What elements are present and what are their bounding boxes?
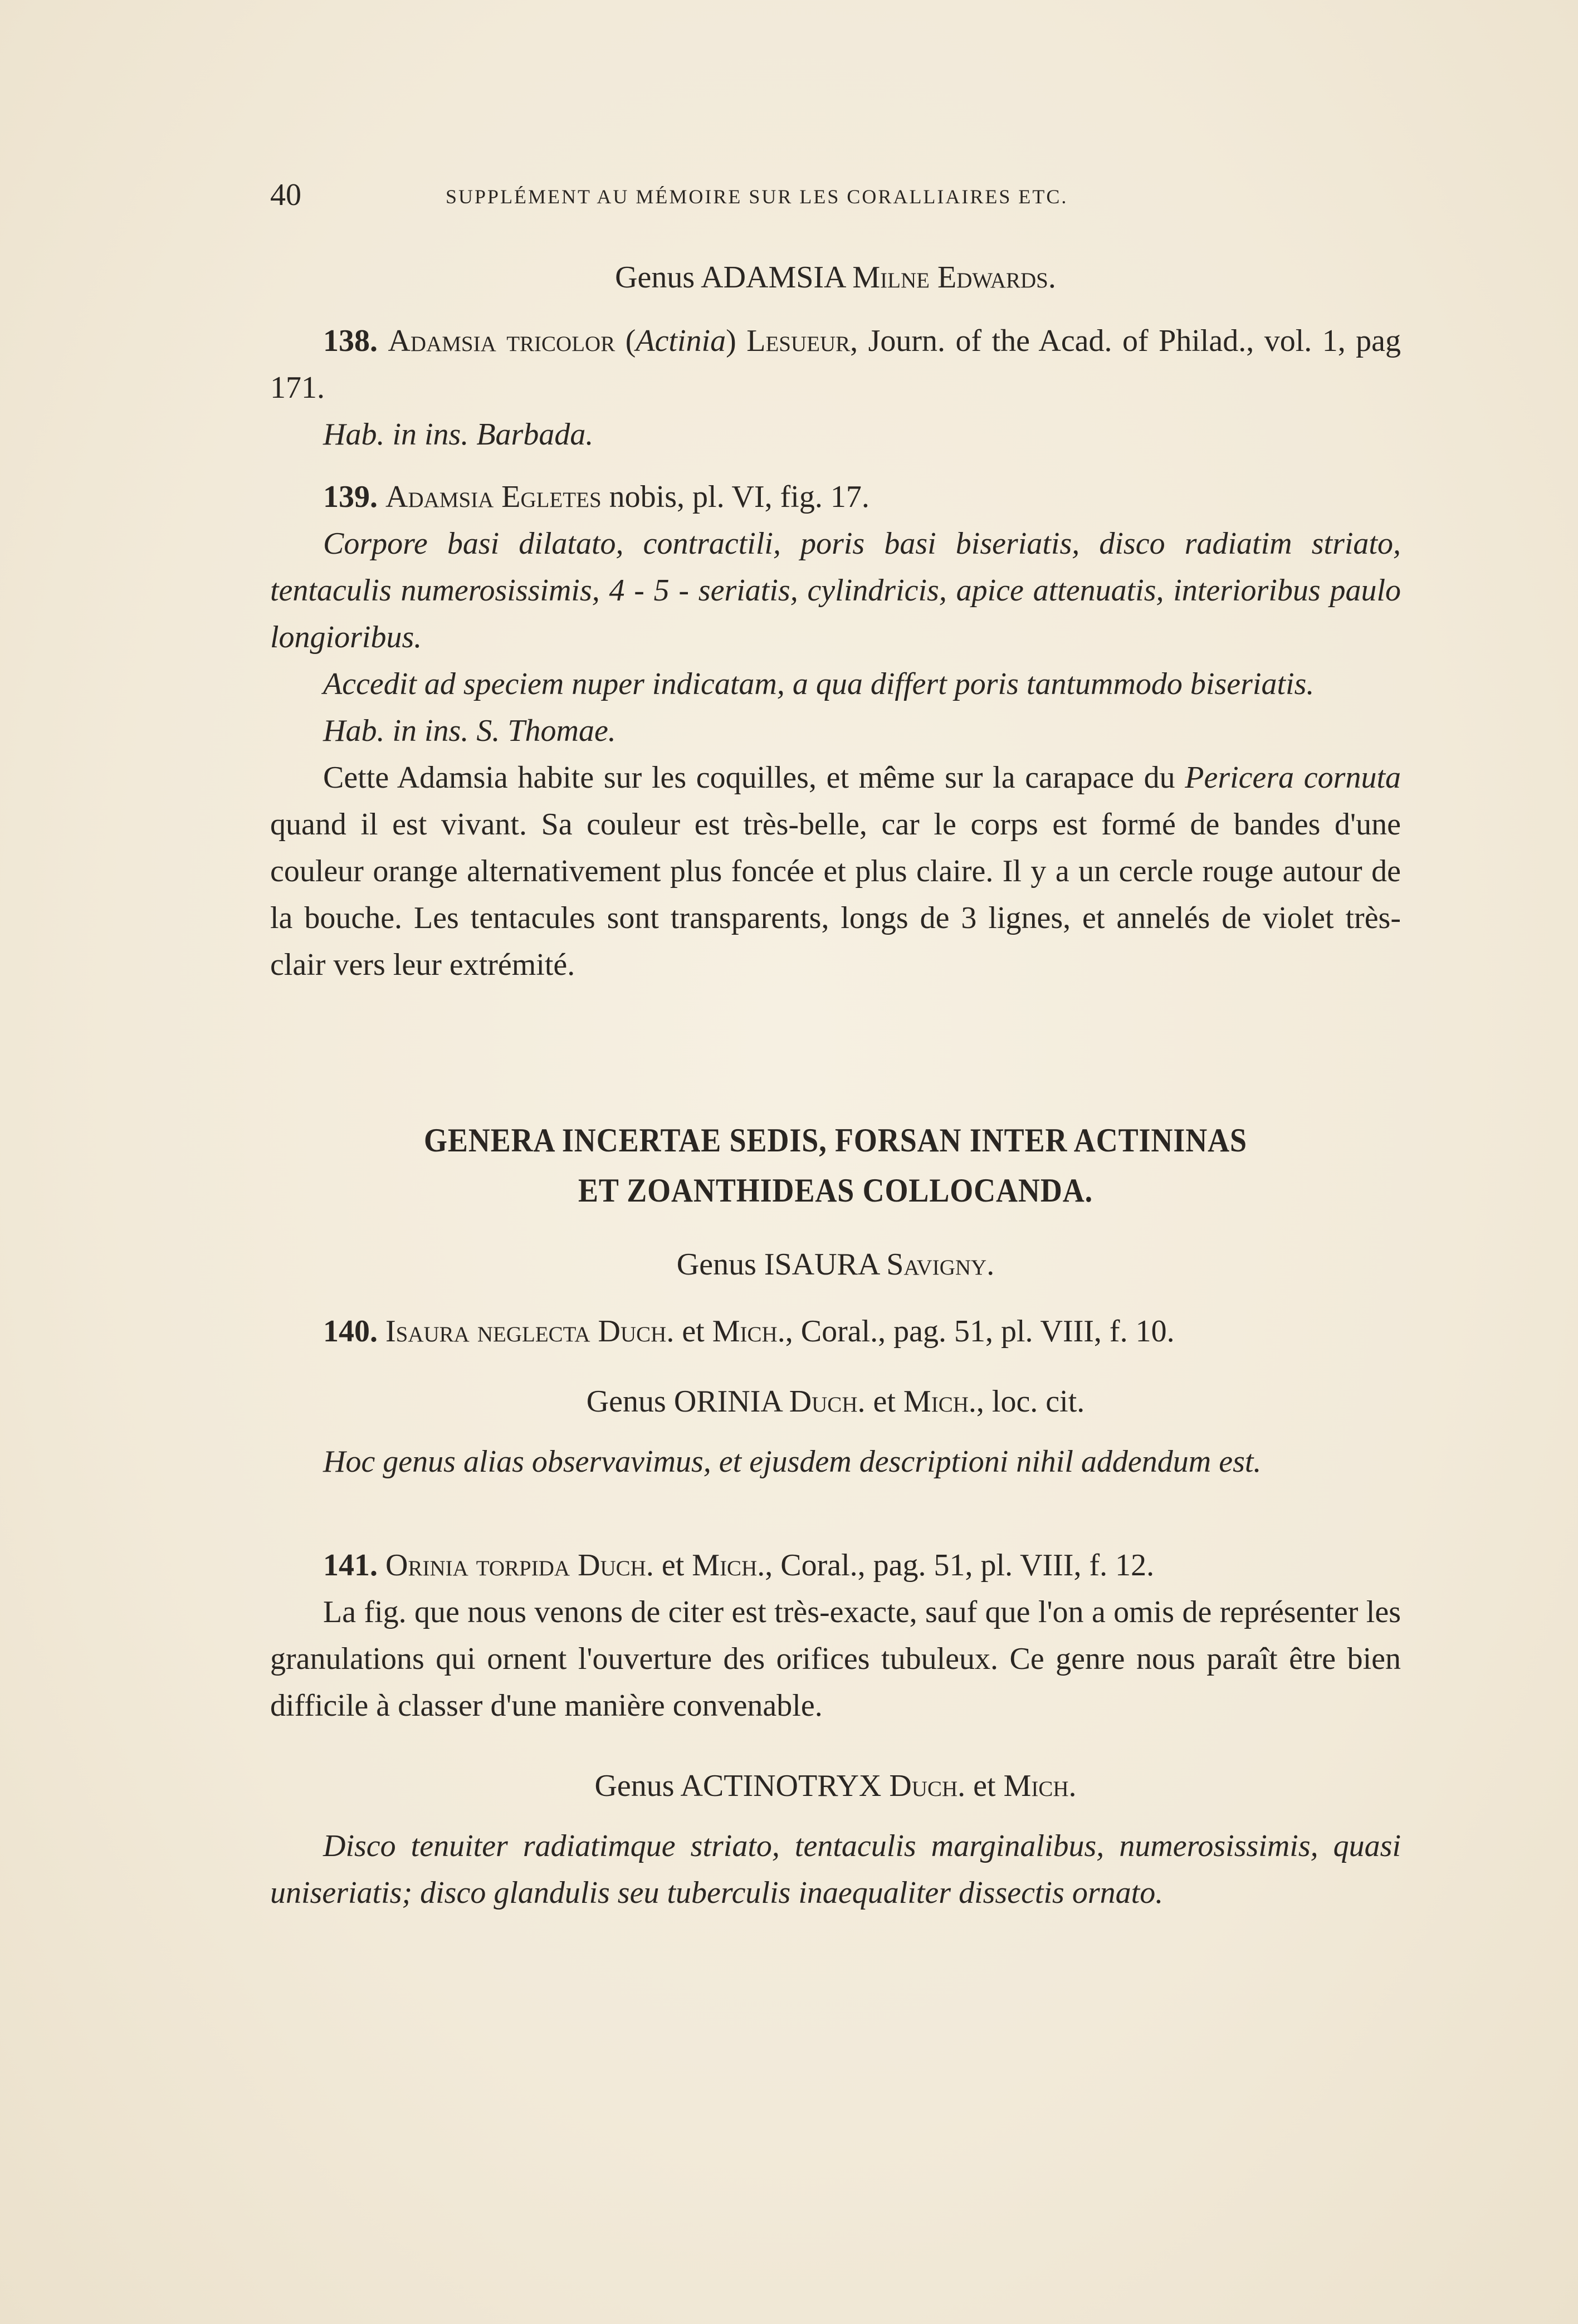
description: Corpore basi dilatato, contractili, poris basi biseriatis, disco radiatim striato, tentaculis numerosissimis, 4 - 5 - seriatis, cylindricis, apice attenuatis, interioribus paulo longioribus. [270, 526, 1401, 655]
entry-138: 138. Adamsia tricolor (Actinia) Lesueur, Journ. of the Acad. of Philad., vol. 1, pag 171. Hab. in ins. Barbada. [270, 318, 1401, 458]
section-heading: GENERA INCERTAE SEDIS, FORSAN INTER ACTININAS ET ZOANTHIDEAS COLLOCANDA. [424, 1122, 1247, 1209]
genus-heading-orinia: Genus ORINIA Duch. et Mich., loc. cit. [586, 1384, 1085, 1419]
synonym: Actinia [636, 324, 726, 358]
running-header [270, 177, 1401, 216]
genus-heading-adamsia: Genus ADAMSIA Milne Edwards. [615, 260, 1056, 295]
entry-139 [270, 473, 1401, 988]
species-name: Adamsia tricolor [388, 324, 615, 358]
note: Cette Adamsia habite sur les coquilles, et même sur la carapace du Pericera cornuta quand il est vivant. Sa couleur est très-belle, car le corps est formé de bandes d'une couleur orange alternativement plus foncée et plus claire. Il y a un cercle rouge autour de la bouche. Les tentacules sont transparents, longs de 3 lignes, et annelés de violet très-clair vers leur extrémité. [270, 760, 1401, 982]
species-ref: Pericera cornuta [1185, 760, 1401, 795]
genus-heading-isaura: Genus ISAURA Savigny. [676, 1247, 995, 1282]
entry-140: 140. Isaura neglecta Duch. et Mich., Coral., pag. 51, pl. VIII, f. 10. [323, 1314, 1175, 1349]
species-name: Isaura neglecta [385, 1314, 590, 1349]
entry-number: 139. [323, 480, 378, 514]
habitat: Hab. in ins. S. Thomae. [323, 714, 616, 748]
orinia-note: Hoc genus alias observavimus, et ejusdem descriptioni nihil addendum est. [323, 1444, 1262, 1479]
remark: Accedit ad speciem nuper indicatam, a qua differt poris tantummodo biseriatis. [323, 667, 1315, 701]
reference: , Coral., pag. 51, pl. VIII, f. 12. [765, 1548, 1155, 1583]
note: La fig. que nous venons de citer est très-exacte, sauf que l'on a omis de représenter les granulations qui ornent l'ouverture des orifices tubuleux. Ce genre nous paraît être bien difficile à classer d'une manière convenable. [270, 1595, 1401, 1723]
entry-number: 141. [323, 1548, 378, 1583]
reference: , Journ. of the Acad. of Philad., vol. 1, pag 171. [270, 324, 1401, 405]
species-name: Orinia torpida [385, 1548, 570, 1583]
entry-141: 141. Orinia torpida Duch. et Mich., Coral., pag. 51, pl. VIII, f. 12. La fig. que nous venons de citer est très-exacte, sauf que l'on a omis de représenter les granulations qui ornent l'ouverture des orifices tubuleux. Ce genre nous paraît être bien difficile à classer d'une manière convenable. [270, 1542, 1401, 1729]
genus-heading-actinotryx: Genus ACTINOTRYX Duch. et Mich. [594, 1769, 1077, 1803]
reference: , Coral., pag. 51, pl. VIII, f. 10. [785, 1314, 1175, 1349]
author: Lesueur [746, 324, 851, 358]
reference: nobis, pl. VI, fig. 17. [601, 480, 869, 514]
species-name: Adamsia Egletes [385, 480, 602, 514]
running-title: SUPPLÉMENT AU MÉMOIRE SUR LES CORALLIAIRES ETC. [446, 185, 1068, 208]
entry-number: 138. [323, 324, 378, 358]
entry-number: 140. [323, 1314, 378, 1349]
actinotryx-description: Disco tenuiter radiatimque striato, tentaculis marginalibus, numerosissimis, quasi uniseriatis; disco glandulis seu tuberculis inaequaliter dissectis ornato. [270, 1829, 1401, 1910]
page-number: 40 [270, 178, 301, 212]
habitat: Hab. in ins. Barbada. [323, 417, 594, 452]
